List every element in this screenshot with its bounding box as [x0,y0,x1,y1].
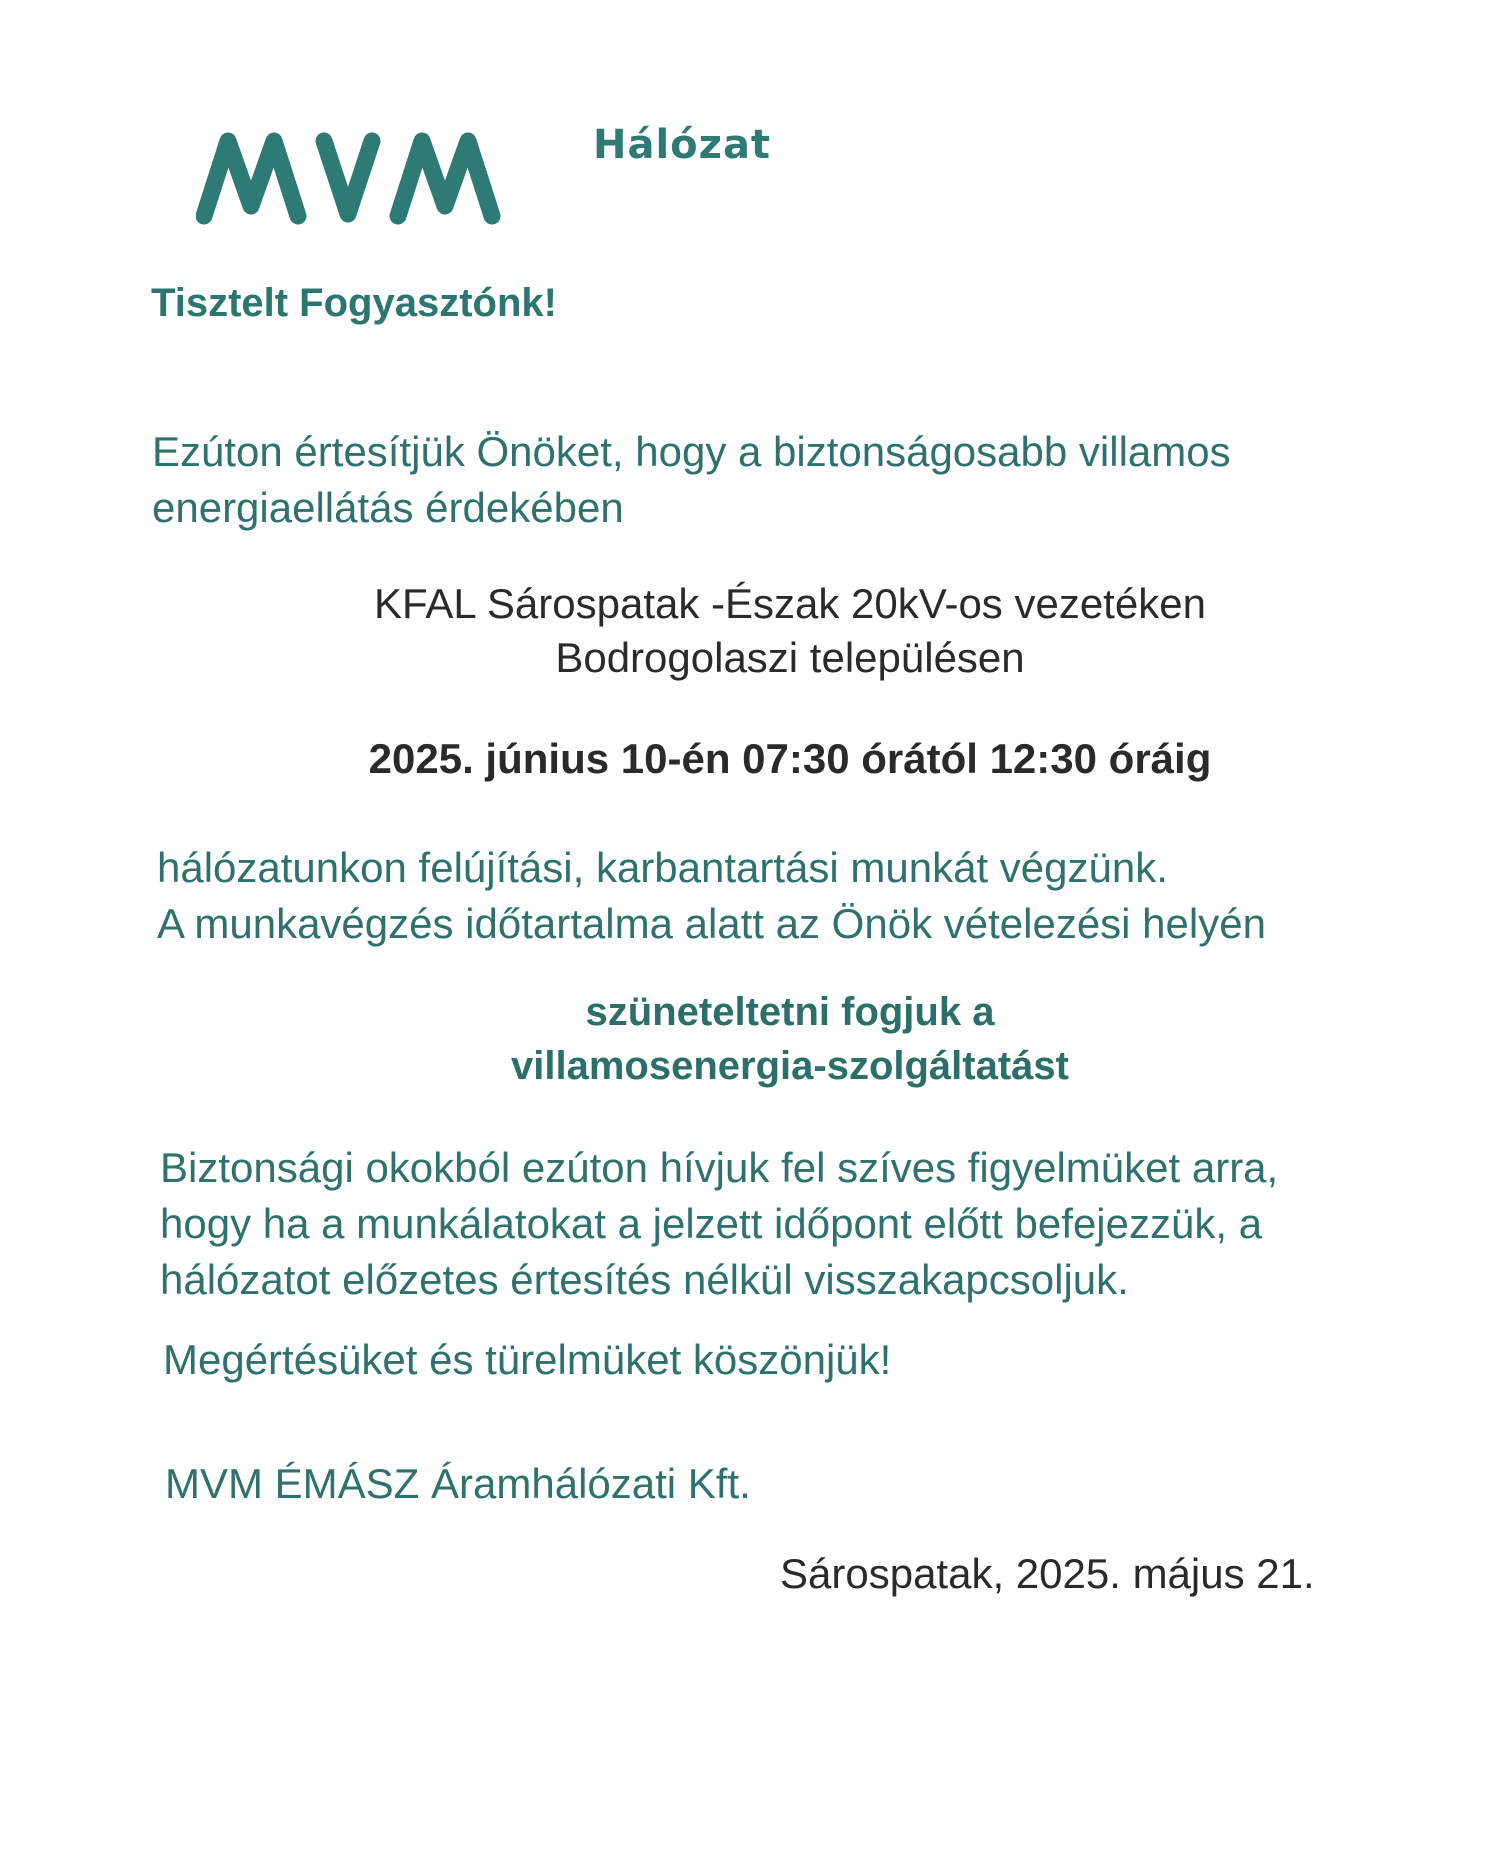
emphasis-line: villamosenergia-szolgáltatást [511,1044,1069,1088]
location-line: Bodrogolaszi településen [555,634,1025,681]
thanks-text: Megértésüket és türelmüket köszönjük! [163,1336,892,1383]
intro-line: energiaellátás érdekében [152,484,624,531]
greeting-heading: Tisztelt Fogyasztónk! [151,281,557,325]
place-and-date: Sárospatak, 2025. május 21. [780,1550,1315,1597]
location-block [340,577,1240,685]
mvm-wordmark-logo [196,126,556,236]
outage-datetime: 2025. június 10-én 07:30 órától 12:30 óráig [368,735,1212,782]
logo-subtitle: Hálózat [593,122,772,168]
work-paragraph [157,840,1266,952]
work-line: A munkavégzés időtartalma alatt az Önök vételezési helyén [157,900,1266,947]
location-line: KFAL Sárospatak -Észak 20kV-os vezetéken [374,580,1206,627]
intro-paragraph [152,424,1231,536]
safety-line: Biztonsági okokból ezúton hívjuk fel szíves figyelmüket arra, [160,1144,1279,1191]
safety-line: hálózatot előzetes értesítés nélkül visszakapcsoljuk. [160,1256,1129,1303]
emphasis-line: szüneteltetni fogjuk a [585,990,995,1034]
work-line: hálózatunkon felújítási, karbantartási munkát végzünk. [157,844,1168,891]
service-interruption-emphasis [390,985,1190,1093]
safety-paragraph [160,1140,1278,1308]
company-signature: MVM ÉMÁSZ Áramhálózati Kft. [165,1460,751,1507]
safety-line: hogy ha a munkálatokat a jelzett időpont előtt befejezzük, a [160,1200,1263,1247]
intro-line: Ezúton értesítjük Önöket, hogy a biztonságosabb villamos [152,428,1231,475]
